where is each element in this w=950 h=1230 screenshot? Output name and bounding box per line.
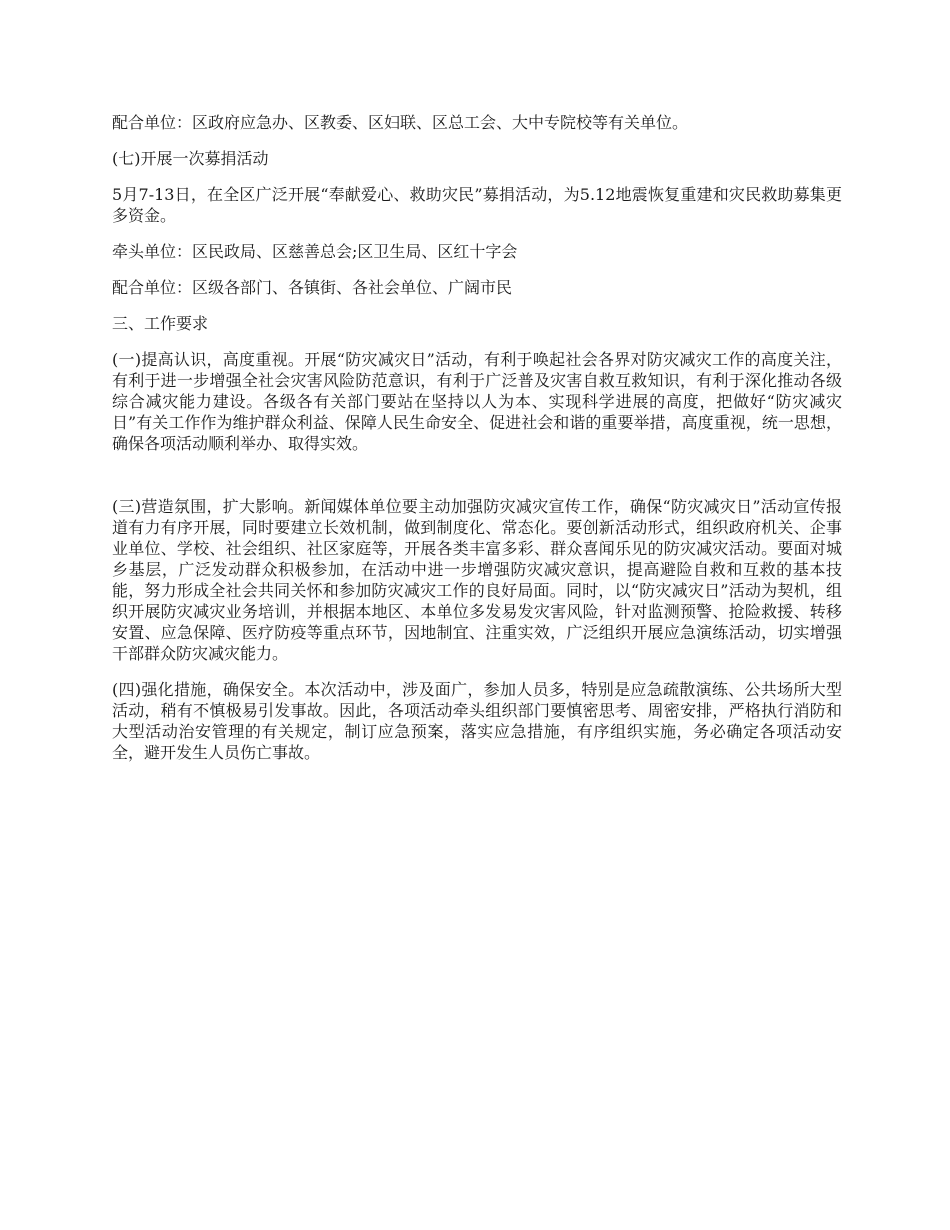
paragraph-fundraising-detail: 5月7-13日，在全区广泛开展“奉献爱心、救助灾民”募捐活动，为5.12地震恢复重建和灾民救助募集更多资金。 (112, 185, 842, 225)
paragraph-requirement-4: (四)强化措施，确保安全。本次活动中，涉及面广，参加人员多，特别是应急疏散演练、公共场所大型活动，稍有不慎极易引发事故。因此，各项活动牵头组织部门要慎密思考、周密安排，严格执行消防和大型活动治安管理的有关规定，制订应急预案，落实应急措施，有序组织实施，务必确定各项活动安全，避开发生人员伤亡事故。 (112, 680, 842, 762)
paragraph-requirement-1: (一)提高认识，高度重视。开展“防灾减灾日”活动，有利于唤起社会各界对防灾减灾工作的高度关注，有利于进一步增强全社会灾害风险防范意识，有利于广泛普及灾害自救互救知识，有利于深化推动各级综合减灾能力建设。各级各有关部门要站在坚持以人为本、实现科学进展的高度，把做好“防灾减灾日”有关工作作为维护群众利益、保障人民生命安全、促进社会和谐的重要举措，高度重视，统一思想，确保各项活动顺利举办、取得实效。 (112, 350, 842, 453)
paragraph-cooperating-units-2: 配合单位：区级各部门、各镇街、各社会单位、广阔市民 (112, 278, 513, 297)
section-heading-fundraising: (七)开展一次募捐活动 (112, 149, 269, 168)
section-heading-work-requirements: 三、工作要求 (112, 314, 209, 333)
paragraph-cooperating-units-1: 配合单位：区政府应急办、区教委、区妇联、区总工会、大中专院校等有关单位。 (112, 113, 689, 132)
paragraph-lead-units: 牵头单位：区民政局、区慈善总会;区卫生局、区红十字会 (112, 242, 518, 261)
document-body (112, 112, 842, 778)
paragraph-requirement-3: (三)营造氛围，扩大影响。新闻媒体单位要主动加强防灾减灾宣传工作，确保“防灾减灾日”活动宣传报道有力有序开展，同时要建立长效机制，做到制度化、常态化。要创新活动形式，组织政府机关、企事业单位、学校、社会组织、社区家庭等，开展各类丰富多彩、群众喜闻乐见的防灾减灾活动。要面对城乡基层，广泛发动群众积极参加，在活动中进一步增强防灾减灾意识，提高避险自救和互救的基本技能，努力形成全社会共同关怀和参加防灾减灾工作的良好局面。同时，以“防灾减灾日”活动为契机，组织开展防灾减灾业务培训，并根据本地区、本单位多发易发灾害风险，针对监测预警、抢险救援、转移安置、应急保障、医疗防疫等重点环节，因地制宜、注重实效，广泛组织开展应急演练活动，切实增强干部群众防灾减灾能力。 (112, 497, 842, 663)
